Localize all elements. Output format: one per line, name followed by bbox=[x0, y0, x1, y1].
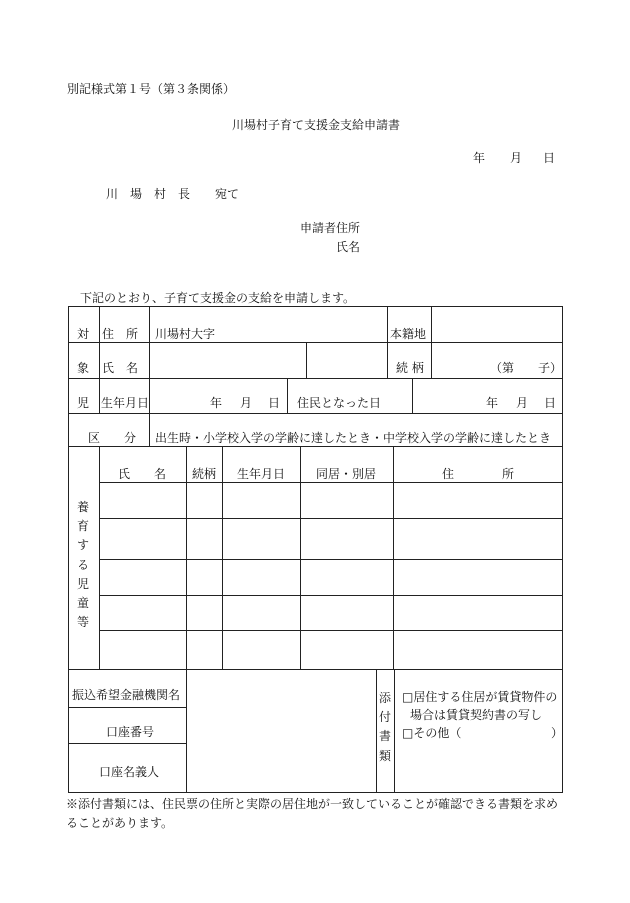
resident-year: 年 bbox=[486, 396, 499, 410]
attachment-lease-text: 場合は賃貸契約書の写し bbox=[410, 708, 543, 722]
children-side-label: 養 育 す る 児 童 等 bbox=[76, 500, 89, 630]
children-header-relation: 続柄 bbox=[191, 467, 217, 481]
applicant-address-label: 申請者住所 bbox=[300, 221, 361, 235]
dob-label: 生年月日 bbox=[101, 396, 150, 410]
children-header-dob: 生年月日 bbox=[236, 467, 286, 481]
date-month: 月 bbox=[510, 151, 523, 165]
relation-label: 続 柄 bbox=[396, 361, 424, 375]
bank-institution-label: 振込希望金融機関名 bbox=[72, 688, 181, 702]
resident-month: 月 bbox=[516, 396, 529, 410]
intro-text: 下記のとおり、子育て支援金の支給を申請します。 bbox=[80, 291, 356, 305]
children-header-cohabit: 同居・別居 bbox=[315, 467, 377, 481]
date-year: 年 bbox=[473, 151, 486, 165]
attachment-other-close: ） bbox=[551, 726, 564, 740]
subject-side-2: 象 bbox=[77, 361, 90, 375]
page-title: 川場村子育て支援金支給申請書 bbox=[232, 118, 401, 132]
subject-side-3: 児 bbox=[77, 396, 90, 410]
addressee-name: 川 場 村 長 bbox=[106, 187, 191, 201]
account-number-label: 口座番号 bbox=[106, 725, 155, 739]
address-value: 川場村大字 bbox=[155, 327, 216, 341]
footnote-line-1: ※添付書類には、住民票の住所と実際の居住地が一致していることが確認できる書類を求め bbox=[66, 797, 559, 811]
honseki-label: 本籍地 bbox=[390, 327, 427, 341]
account-holder-label: 口座名義人 bbox=[99, 765, 160, 779]
attachment-other-checkbox[interactable]: □その他（ bbox=[402, 726, 462, 740]
children-header-address: 住 所 bbox=[441, 467, 515, 481]
subject-side-1: 対 bbox=[77, 327, 90, 341]
footnote-line-2: ることがあります。 bbox=[66, 816, 174, 830]
form-label: 別記様式第１号（第３条関係） bbox=[67, 82, 236, 96]
category-label: 区 分 bbox=[88, 431, 137, 445]
dob-month: 月 bbox=[240, 396, 253, 410]
category-value: 出生時・小学校入学の学齢に達したとき・中学校入学の学齢に達したとき bbox=[155, 431, 552, 445]
addressee-suffix: 宛て bbox=[215, 187, 240, 201]
date-day: 日 bbox=[543, 151, 556, 165]
attachment-lease-checkbox[interactable]: □居住する住居が賃貸物件の bbox=[402, 690, 558, 704]
name-label: 氏 名 bbox=[102, 361, 139, 375]
dob-year: 年 bbox=[210, 396, 223, 410]
relation-value: （第 子） bbox=[490, 361, 563, 375]
resident-date-label: 住民となった日 bbox=[297, 396, 382, 410]
applicant-name-label: 氏名 bbox=[336, 240, 361, 254]
attachments-side-label: 添 付 書 類 bbox=[378, 691, 391, 763]
dob-day: 日 bbox=[268, 396, 281, 410]
children-header-name: 氏 名 bbox=[117, 467, 167, 481]
address-label: 住 所 bbox=[102, 327, 139, 341]
resident-day: 日 bbox=[544, 396, 557, 410]
